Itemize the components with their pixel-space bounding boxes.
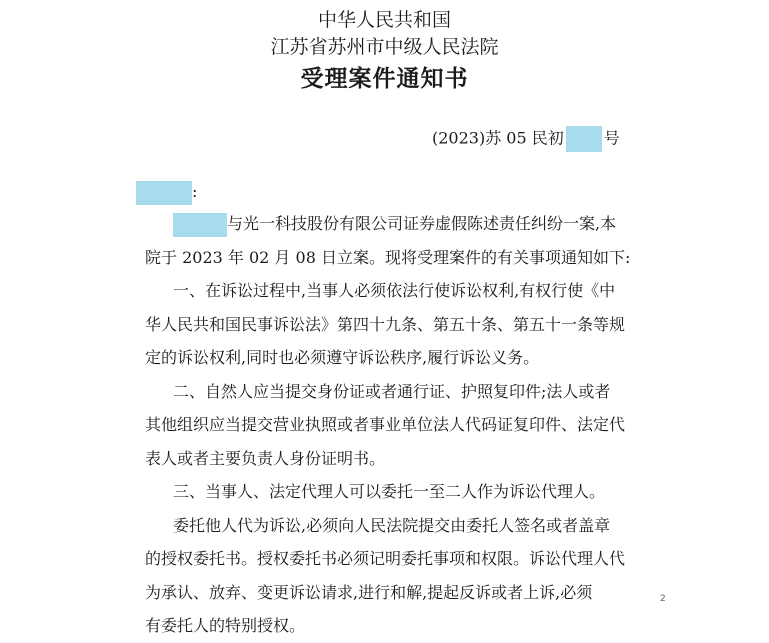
body-line: 华人民共和国民事诉讼法》第四十九条、第五十条、第五十一条等规: [145, 314, 626, 334]
body-line: [145, 207, 625, 241]
document-title: 受理案件通知书: [300, 65, 469, 92]
body-line: 三、当事人、法定代理人可以委托一至二人作为诉讼代理人。: [173, 482, 606, 501]
body-line: 其他组织应当提交营业执照或者事业单位法人代码证复印件、法定代: [145, 415, 626, 434]
redaction-block: [173, 213, 227, 237]
body-line: 定的诉讼权利,同时也必须遵守诉讼秩序,履行诉讼义务。: [145, 348, 540, 367]
body-line: 表人或者主要负责人身份证明书。: [145, 448, 386, 468]
addressee: [136, 180, 197, 205]
body-line: 的授权委托书。授权委托书必须记明委托事项和权限。诉讼代理人代: [145, 549, 626, 568]
case-number: [432, 126, 620, 152]
addressee-colon: :: [192, 182, 198, 201]
page-number: 2: [660, 594, 666, 604]
redaction-block: [566, 126, 602, 152]
header-country: 中华人民共和国: [317, 9, 451, 31]
redaction-block: [136, 181, 192, 205]
body-line: 为承认、放弃、变更诉讼请求,进行和解,提起反诉或者上诉,必须: [145, 582, 593, 602]
body-line-text: 与光一科技股份有限公司证券虚假陈述责任纠纷一案,本: [227, 214, 617, 233]
body-line: 二、自然人应当提交身份证或者通行证、护照复印件;法人或者: [173, 381, 611, 401]
notice-body: [145, 207, 631, 643]
body-line: 一、在诉讼过程中,当事人必须依法行使诉讼权利,有权行使《中: [173, 281, 616, 300]
body-line: 院于 2023 年 02 月 08 日立案。现将受理案件的有关事项通知如下:: [145, 247, 631, 267]
case-number-prefix: (2023)苏 05 民初: [432, 128, 564, 148]
case-number-suffix: 号: [603, 128, 620, 148]
header-court: 江苏省苏州市中级人民法院: [270, 36, 499, 58]
body-line: 有委托人的特别授权。: [145, 616, 306, 635]
body-line: 委托他人代为诉讼,必须向人民法院提交由委托人签名或者盖章: [173, 515, 611, 535]
